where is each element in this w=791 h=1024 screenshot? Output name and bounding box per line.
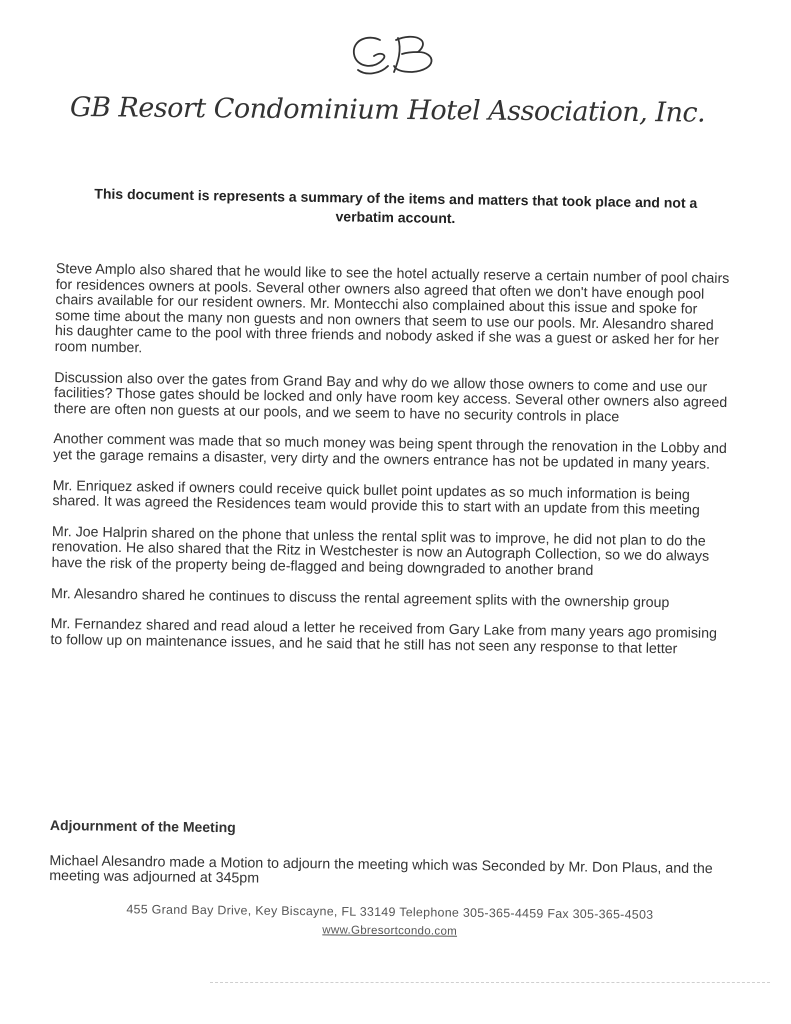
- footer-website-link[interactable]: www.Gbresortcondo.com: [322, 924, 458, 938]
- minutes-paragraph-rental-split: Mr. Joe Halprin shared on the phone that unless the rental split was to improve, he did not plan to do the renovation. He also shared that the Ritz in Westchester is now an Autograph Collection, so we do always have the risk of the property being de-flagged and being downgraded to another brand: [51, 523, 710, 579]
- minutes-paragraph-gates: Discussion also over the gates from Grand Bay and why do we allow those owners to come and use our facilities? Those gates should be locked and only have room key access. Several other owners also agreed there are often non guests at our pools, and we seem to have no security controls in place: [53, 369, 728, 426]
- minutes-paragraph-letter: Mr. Fernandez shared and read aloud a letter he received from Gary Lake from many years ago promising to follow up on maintenance issues, and he said that he still has not seen any response to that letter: [50, 616, 718, 657]
- gb-monogram-logo: [340, 30, 450, 78]
- association-title: GB Resort Condominium Hotel Association, Inc.: [69, 92, 706, 129]
- minutes-paragraph-garage: Another comment was made that so much money was being spent through the renovation in the Lobby and yet the garage remains a disaster, very dirty and the owners entrance has not be updated in many years.: [53, 431, 727, 473]
- minutes-paragraph-updates: Mr. Enriquez asked if owners could receive quick bullet point updates as so much information is being shared. It was agreed the Residences team would provide this to start with an update from this meeting: [52, 477, 700, 519]
- adjournment-heading: Adjournment of the Meeting: [49, 817, 236, 836]
- letterhead-footer: [100, 902, 680, 940]
- minutes-paragraph-pool-chairs: Steve Amplo also shared that he would like to see the hotel actually reserve a certain number of pool chairs for residences owners at pools. Several other owners also agreed that often we don't have enough pool chairs available for our resident owners. Mr. Montecchi also complained about this issue and spoke for some time about the many non guests and non owners that seem to use our pools. Mr. Alesandro shared his daughter came to the pool with three friends and nobody asked if she was a guest or asked her for her room number.: [54, 261, 730, 357]
- adjournment-text: Michael Alesandro made a Motion to adjourn the meeting which was Seconded by Mr. Don Plaus, and the meeting was adjourned at 345pm: [49, 852, 713, 887]
- adjournment-section: [49, 818, 730, 893]
- footer-address: 455 Grand Bay Drive, Key Biscayne, FL 33149 Telephone 305-365-4459 Fax 305-365-4503: [126, 902, 654, 922]
- gb-monogram-logo-graphic: [340, 30, 450, 78]
- summary-disclaimer: This document is represents a summary of the items and matters that took place and not a verbatim account.: [94, 185, 698, 227]
- minutes-body: [50, 262, 732, 673]
- scan-divider: [210, 982, 770, 983]
- minutes-paragraph-ownership-group: Mr. Alesandro shared he continues to discuss the rental agreement splits with the ownership group: [50, 585, 670, 611]
